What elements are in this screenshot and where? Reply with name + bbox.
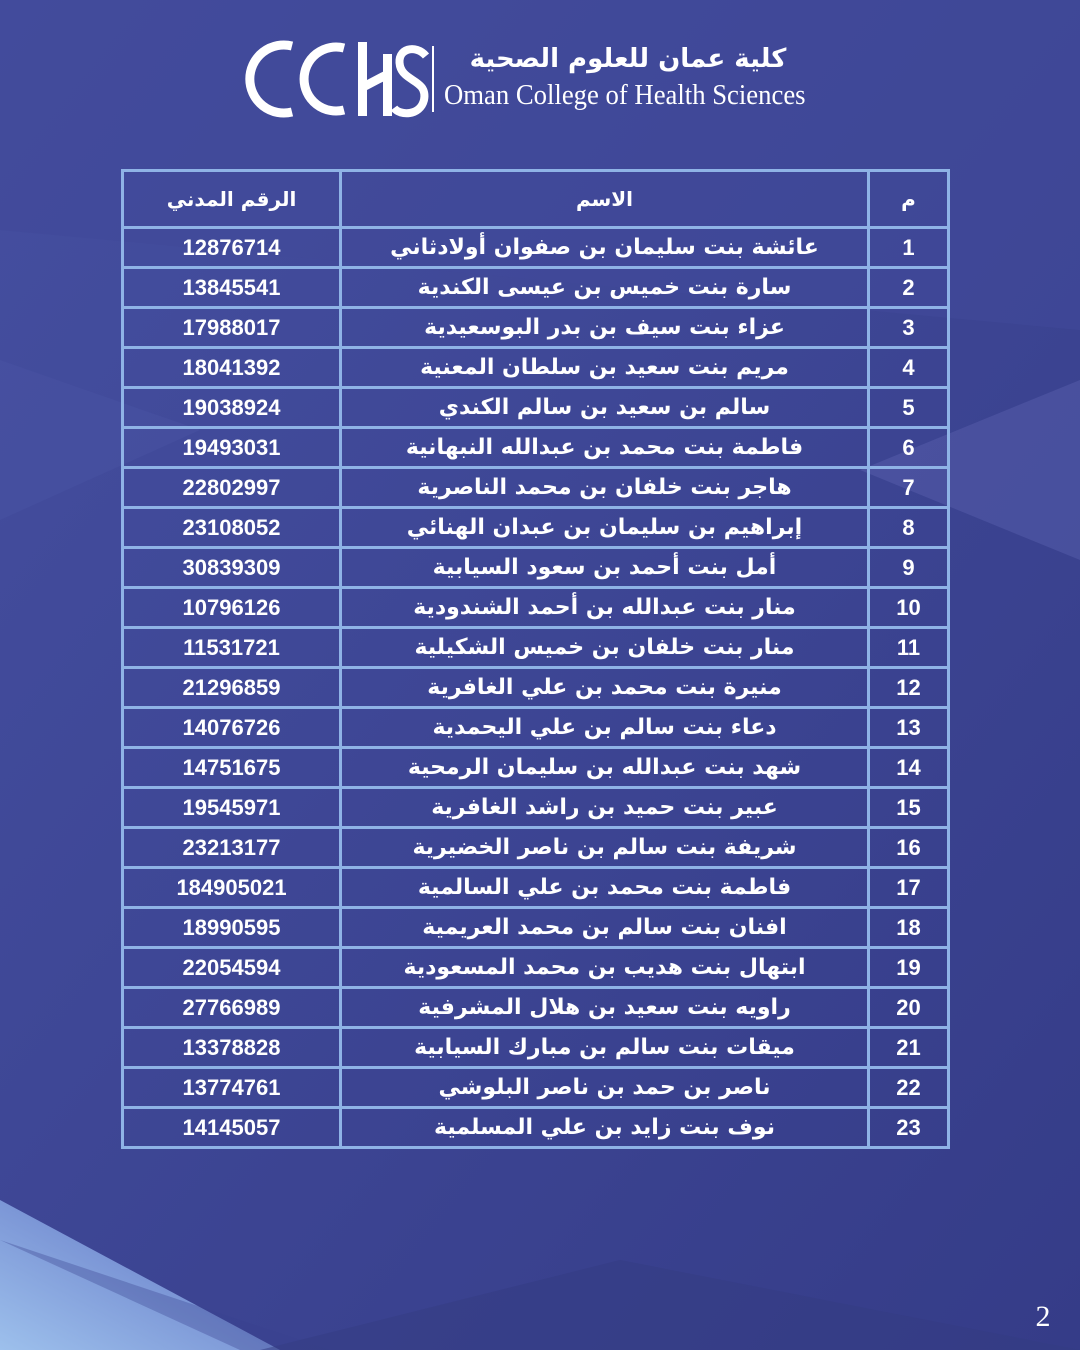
table-row (123, 908, 949, 948)
table-row (123, 508, 949, 548)
header-name: الاسم (341, 171, 869, 228)
row-civil-id: 30839309 (123, 548, 341, 588)
table-row (123, 948, 949, 988)
row-name: هاجر بنت خلفان بن محمد الناصرية (341, 468, 869, 508)
table-row (123, 1108, 949, 1148)
row-name: منار بنت عبدالله بن أحمد الشندودية (341, 588, 869, 628)
table-row (123, 268, 949, 308)
row-name: ناصر بن حمد بن ناصر البلوشي (341, 1068, 869, 1108)
table-row (123, 828, 949, 868)
row-number: 10 (869, 588, 949, 628)
row-civil-id: 14076726 (123, 708, 341, 748)
row-name: ميقات بنت سالم بن مبارك السيابية (341, 1028, 869, 1068)
row-number: 9 (869, 548, 949, 588)
row-number: 2 (869, 268, 949, 308)
row-civil-id: 22054594 (123, 948, 341, 988)
row-number: 1 (869, 228, 949, 268)
row-number: 5 (869, 388, 949, 428)
row-number: 4 (869, 348, 949, 388)
table-row (123, 348, 949, 388)
row-name: سالم بن سعيد بن سالم الكندي (341, 388, 869, 428)
logo-divider (432, 46, 434, 112)
row-number: 16 (869, 828, 949, 868)
row-name: إبراهيم بن سليمان بن عبدان الهنائي (341, 508, 869, 548)
row-civil-id: 27766989 (123, 988, 341, 1028)
row-civil-id: 13774761 (123, 1068, 341, 1108)
table-body (123, 228, 949, 1148)
table-row (123, 588, 949, 628)
row-number: 6 (869, 428, 949, 468)
row-number: 18 (869, 908, 949, 948)
table-row (123, 628, 949, 668)
table-row (123, 548, 949, 588)
table-row (123, 228, 949, 268)
row-number: 22 (869, 1068, 949, 1108)
row-civil-id: 18041392 (123, 348, 341, 388)
row-civil-id: 184905021 (123, 868, 341, 908)
row-name: عبير بنت حميد بن راشد الغافرية (341, 788, 869, 828)
row-civil-id: 14145057 (123, 1108, 341, 1148)
row-number: 3 (869, 308, 949, 348)
row-name: عزاء بنت سيف بن بدر البوسعيدية (341, 308, 869, 348)
row-name: أمل بنت أحمد بن سعود السيابية (341, 548, 869, 588)
table-row (123, 428, 949, 468)
row-name: راويه بنت سعيد بن هلال المشرفية (341, 988, 869, 1028)
table-row (123, 1068, 949, 1108)
row-number: 20 (869, 988, 949, 1028)
row-civil-id: 19493031 (123, 428, 341, 468)
ochs-logo-mark (240, 34, 430, 124)
row-number: 21 (869, 1028, 949, 1068)
row-number: 19 (869, 948, 949, 988)
row-civil-id: 21296859 (123, 668, 341, 708)
row-civil-id: 19545971 (123, 788, 341, 828)
row-name: مريم بنت سعيد بن سلطان المعنية (341, 348, 869, 388)
table-row (123, 788, 949, 828)
header-civil-id: الرقم المدني (123, 171, 341, 228)
row-number: 11 (869, 628, 949, 668)
row-civil-id: 19038924 (123, 388, 341, 428)
college-name-arabic: كلية عمان للعلوم الصحية (469, 44, 787, 74)
table-row (123, 988, 949, 1028)
row-name: ابتهال بنت هديب بن محمد المسعودية (341, 948, 869, 988)
table-row (123, 748, 949, 788)
row-name: منيرة بنت محمد بن علي الغافرية (341, 668, 869, 708)
row-civil-id: 23213177 (123, 828, 341, 868)
row-name: عائشة بنت سليمان بن صفوان أولادثاني (341, 228, 869, 268)
row-name: افنان بنت سالم بن محمد العريمية (341, 908, 869, 948)
table-row (123, 668, 949, 708)
row-civil-id: 14751675 (123, 748, 341, 788)
row-civil-id: 17988017 (123, 308, 341, 348)
row-name: نوف بنت زايد بن علي المسلمية (341, 1108, 869, 1148)
row-name: دعاء بنت سالم بن علي اليحمدية (341, 708, 869, 748)
table-row (123, 1028, 949, 1068)
names-table (121, 169, 950, 1149)
row-number: 15 (869, 788, 949, 828)
row-name: منار بنت خلفان بن خميس الشكيلية (341, 628, 869, 668)
table-header-row (123, 171, 949, 228)
row-name: فاطمة بنت محمد بن عبدالله النبهانية (341, 428, 869, 468)
row-number: 14 (869, 748, 949, 788)
row-number: 7 (869, 468, 949, 508)
row-civil-id: 13378828 (123, 1028, 341, 1068)
row-number: 23 (869, 1108, 949, 1148)
college-name-english: Oman College of Health Sciences (444, 79, 806, 111)
header-number: م (869, 171, 949, 228)
row-civil-id: 13845541 (123, 268, 341, 308)
row-civil-id: 18990595 (123, 908, 341, 948)
table-row (123, 868, 949, 908)
row-number: 8 (869, 508, 949, 548)
row-civil-id: 22802997 (123, 468, 341, 508)
table-row (123, 708, 949, 748)
row-civil-id: 10796126 (123, 588, 341, 628)
row-number: 13 (869, 708, 949, 748)
table-row (123, 308, 949, 348)
row-number: 12 (869, 668, 949, 708)
row-civil-id: 12876714 (123, 228, 341, 268)
college-logo (240, 34, 820, 124)
row-name: شهد بنت عبدالله بن سليمان الرمحية (341, 748, 869, 788)
row-name: سارة بنت خميس بن عيسى الكندية (341, 268, 869, 308)
row-name: شريفة بنت سالم بن ناصر الخضيرية (341, 828, 869, 868)
page-number: 2 (1035, 1300, 1051, 1333)
row-civil-id: 23108052 (123, 508, 341, 548)
row-name: فاطمة بنت محمد بن علي السالمية (341, 868, 869, 908)
row-number: 17 (869, 868, 949, 908)
row-civil-id: 11531721 (123, 628, 341, 668)
table-row (123, 468, 949, 508)
table-row (123, 388, 949, 428)
